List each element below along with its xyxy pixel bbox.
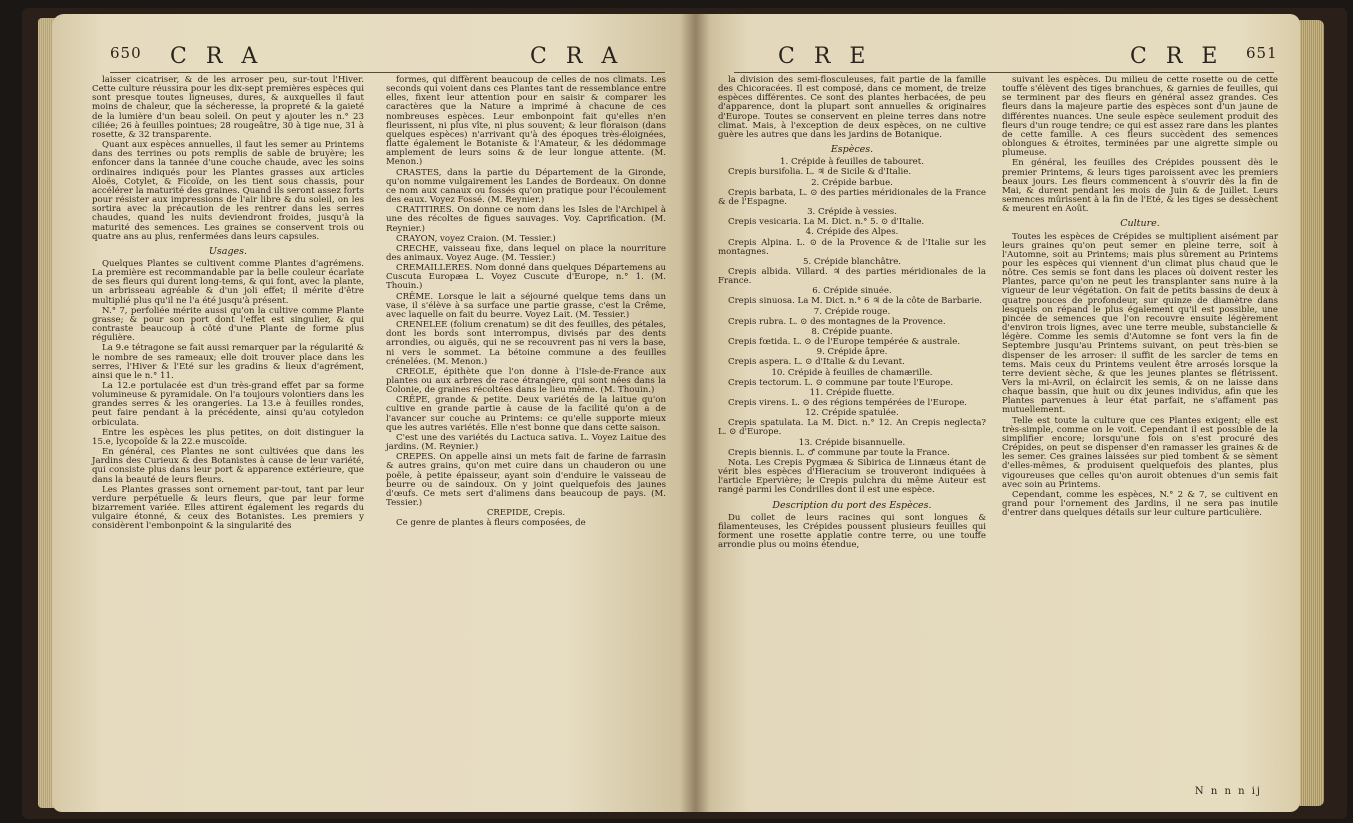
paragraph: formes, qui diffèrent beaucoup de celles de nos climats. Les seconds qui voient dans ces Plantes tant de ressemblance entre elles, fixent leur attention pour en saisir & comparer les caractères que la Nature a imprimé à chacune de ces nombreuses espèces. Leur embonpoint fait qu'elles n'en fleurissent, ni plus vîte, ni plus souvent; & leur floraison (dans quelques espèces) n'arrivant qu'à des époques très-éloignées, flatte également le Botaniste & l'Amateur, & les dédommage amplement de leurs soins & de leur longue attente. (M. Menon.) [386,75,666,168]
paragraph: Du collet de leurs racines qui sont longues & filamenteuses, les Crépides poussent plusieurs feuilles qui forment une rosette applatie contre terre, ou une touffe arrondie plus ou moins étendue, [718,512,986,551]
page-edges-right [1296,20,1324,806]
paragraph: 8. Crépide puante. [811,326,893,337]
left-page [52,14,694,812]
paragraph: CRAYON, voyez Craion. (M. Tessier.) [396,233,556,244]
right-page [694,14,1300,812]
paragraph: Quelques Plantes se cultivent comme Plantes d'agrémens. La première est recommandable par la belle couleur écarlate de ses fleurs qui durent long-tems, & qui font, avec la plante, un arbrisseau agréable & d'un joli effet; il mérite d'être multiplié plus qu'il ne l'a été jusqu'à présent. [92,258,364,306]
left-column-1 [92,76,364,533]
paragraph: CRASTES, dans la partie du Département de la Gironde, qu'on nomme vulgairement les Landes de Bordeaux. On donne ce nom aux canaux ou fossés qu'on pratique pour l'écoulement des eaux. Voyez Fossé. (M. Reynier.) [386,167,666,206]
paragraph: la division des semi-flosculeuses, fait partie de la famille des Chicoracées. Il est composé, dans ce moment, de treize espèces différentes. Ce sont des plantes herbacées, de peu d'apparence, dont la plupart sont annuelles & originaires d'Europe. Toutes se conservent en pleine terres dans notre climat. Mais, à l'exception de deux espèces, on ne cultive guère les autres que dans les jardins de Botanique. [718,75,986,140]
right-column-2 [1002,76,1278,519]
paragraph: 9. Crépide âpre. [816,347,888,358]
paragraph: Crepis vesicaria. La M. Dict. n.° 5. ⊙ d'Italie. [728,217,925,228]
paragraph: Crepis biennis. L. ♂ commune par toute la France. [728,447,950,458]
paragraph: 4. Crépide des Alpes. [805,227,899,238]
paragraph: 3. Crépide à vessies. [807,207,897,218]
paragraph: CRÊPE, grande & petite. Deux variétés de la laitue qu'on cultive en grande partie à cause de la facilité qu'on a de l'avancer sur couche au Printems: ce qu'elle supporte mieux que les autres variétés. Elle n'est bonne que dans cette saison. [386,395,666,433]
paragraph: 10. Crépide à feuilles de chamærille. [771,367,933,378]
paragraph: Crepis spatulata. La M. Dict. n.° 12. An Crepis neglecta? L. ⊙ d'Europe. [718,418,986,438]
paragraph: Crepis barbata, L. ⊙ des parties méridionales de la France & de l'Espagne. [718,187,986,207]
paragraph: CREPES. On appelle ainsi un mets fait de farine de farrasin & autres grains, qu'on met cuire dans un chauderon ou une poële, à petite épaisseur, ayant soin d'enduire le vaisseau de beurre ou de saindoux. On y joint quelquefois des jaunes d'œufs. Ce mets sert d'alimens dans beaucoup de pays. (M. Tessier.) [386,452,666,509]
paragraph: CRATITIRES. On donne ce nom dans les Isles de l'Archipel à une des récoltes de figues sauvages. Voy. Caprification. (M. Reynier.) [386,205,666,234]
gutter-shadow [680,14,710,812]
right-header-rule [734,72,1274,73]
paragraph: Telle est toute la culture que ces Plantes exigent; elle est très-simple, comme on le voit. Cependant il est possible de la simplifier encore; lorsqu'une fois on s'est procuré des Crépides, on peut se dispenser d'en ramasser les graines & de les semer. Ces graines laissées sur pied tombent & se sèment d'elles-mêmes, & produisent quelquefois des plantes, plus vigoureuses que celles qu'on auroit obtenues d'un semis fait avec soin au Printems. [1002,415,1278,490]
paragraph: CRÊME. Lorsque le lait a séjourné quelque tems dans un vase, il s'élève à sa surface une partie grasse, c'est la Crême, avec laquelle on fait du beurre. Voyez Lait. (M. Tessier.) [386,291,666,320]
paragraph: Quant aux espèces annuelles, il faut les semer au Printems dans des terrines ou pots remplis de sable de bruyère; les enfoncer dans la tannée d'une couche chaude, avec les soins ordinaires indiqués pour les Plantes grasses aux articles Aloës, Cotylet, & Ficoïde, on les tient sous chassis, pour accélérer la maturité des graines. Quand ils seront assez forts pour résister aux impressions de l'air libre & du soleil, on les sortira avec la précaution de les rentrer dans les serres chaudes, quand les nuits deviendront froides, jusqu'à la maturité des semences. Les graines se conservent trois ou quatre ans au plus, renfermées dans leurs capsules. [92,140,364,242]
left-header-right: C R A [530,44,624,69]
left-page-number: 650 [110,44,142,62]
paragraph: 11. Crépide fluette. [809,387,895,398]
section-heading: Espèces. [830,144,874,156]
section-heading: Description du port des Espèces. [772,499,932,511]
right-header-left: C R E [778,44,872,69]
paragraph: La 9.e tétragone se fait aussi remarquer par la régularité & le nombre de ses rameaux; elle doit trouver place dans les serres, l'Hiver & l'Eté sur les gradins & lieux d'agrément, ainsi que le n.° 11. [92,343,364,381]
paragraph: CREMAILLERES. Nom donné dans quelques Départemens au Cuscuta Europæa L. Voyez Cuscute d'Europe, n.° 1. (M. Thouin.) [386,263,666,292]
right-header-right: C R E [1130,44,1224,69]
paragraph: Crepis albida. Villard. ♃ des parties méridionales de la France. [718,266,986,287]
paragraph: Crepis sinuosa. La M. Dict. n.° 6 ♃ de la côte de Barbarie. [728,296,983,307]
paragraph: 1. Crépide à feuilles de tabouret. [780,157,924,168]
left-header-left: C R A [170,44,264,69]
paragraph: Crepis virens. L. ⊙ des régions tempérées de l'Europe. [728,398,968,408]
paragraph: En général, les feuilles des Crépides poussent dès le premier Printems, & leurs tiges paroissent avec les premiers beaux jours. Les fleurs commencent à s'ouvrir dès la fin de Mai, & durent pendant les mois de Juin & de Juillet. Leurs semences mûrissent à la fin de l'Eté, & les tiges se dessèchent & meurent en Août. [1002,158,1278,215]
signature-mark: N n n n ij [1194,786,1262,797]
paragraph: 12. Crépide spatulée. [805,408,899,419]
paragraph: Crepis fœtida. L. ⊙ de l'Europe tempérée & australe. [728,337,961,348]
paragraph: Crepis Alpina. L. ⊙ de la Provence & de l'Italie sur les montagnes. [718,237,986,257]
right-page-number: 651 [1246,44,1278,62]
paragraph: CREOLE, épithète que l'on donne à l'Isle-de-France aux plantes ou aux arbres de race étrangère, qui sont nées dans la Colonie, de graines récoltées dans le lieu même. (M. Thouin.) [386,366,666,396]
paragraph: CRECHE, vaisseau fixe, dans lequel on place la nourriture des animaux. Voyez Auge. (M. Tessier.) [386,243,666,263]
paragraph: CREPIDE, Crepis. [486,508,566,519]
section-heading: Culture. [1120,218,1160,230]
paragraph: La 12.e portulacée est d'un très-grand effet par sa forme volumineuse & pyramidale. On l'a toujours volontiers dans les grandes serres & les orangeries. La 13.e à feuilles rondes, peut faire pendant à la précédente, ainsi qu'au cotyledon orbiculata. [92,381,364,428]
paragraph: N.° 7, perfoliée mérite aussi qu'on la cultive comme Plante grasse; & pour son port dont l'effet est singulier, & qui contraste beaucoup à côté d'une Plante de forme plus régulière. [92,305,364,344]
right-column-1 [718,76,986,551]
paragraph: Toutes les espèces de Crépides se multiplient aisément par leurs graines qu'on peut semer en pleine terre, soit à l'Automne, soit au Printems; mais plus sûrement au Printems pour les espèces qui viennent d'un climat plus chaud que le nôtre. Ces semis se font dans les places où doivent rester les Plantes, parce qu'on ne peut les transplanter sans nuire à la vigueur de leur végétation. On fait de petits bassins de deux à quatre pouces de profondeur, sur quinze de diamètre dans lesquels on répand le plus également qu'il est possible, une pincée de semences que l'on recouvre ensuite légèrement d'environ trois lignes, avec une terre meuble, substancielle & légère. Comme les semis d'Automne se font vers la fin de Septembre jusqu'au Printems suivant, on peut très-bien se dispenser de les arroser: il suffit de les sarcler de tems en tems. Mais ceux du Printems veulent être arrosés lorsque la terre devient sèche, & que les jeunes plantes se flétrissent. Vers la mi-Avril, on éclaircit les semis, & on ne laisse dans chaque bassin, que huit ou dix jeunes individus, afin que les Plantes parvenues à leur état parfait, ne s'affament pas mutuellement. [1002,231,1278,416]
paragraph: Nota. Les Crepis Pygmæa & Sibirica de Linnæus étant de vérit bles espèces d'Hieracium se trouveront indiquées à l'article Epervière; le Crepis pulchra du même Auteur est rangé parmi les Condrilles dont il est une espèce. [718,457,986,496]
paragraph: 5. Crépide blanchâtre. [802,256,902,267]
paragraph: 7. Crépide rouge. [813,306,891,317]
paragraph: Cependant, comme les espèces, N.° 2 & 7, se cultivent en grand pour l'ornement des Jardins, il ne sera pas inutile d'entrer dans quelques détails sur leur culture particulière. [1002,489,1278,519]
paragraph: Crepis aspera. L. ⊙ d'Italie & du Levant. [728,357,905,368]
paragraph: C'est une des variétés du Lactuca sativa. L. Voyez Laitue des jardins. (M. Reynier.) [386,432,666,453]
section-heading: Usages. [208,245,248,257]
paragraph: CRENELEE (folium crenatum) se dit des feuilles, des pétales, dont les bords sont interrompus, divisés par des dents arrondies, ou aiguës, qui ne se recouvrent pas ni vers la base, ni vers le sommet. La bétoine commune a des feuilles crénelées. (M. Menon.) [386,320,666,367]
paragraph: Les Plantes grasses sont ornement par-tout, tant par leur verdure perpétuelle & leurs fleurs, que par leur forme bizarrement variée. Elles attirent également les regards du vulgaire étonné, & ceux des Botanistes. Les premiers y considèrent l'embonpoint & la singularité des [92,484,364,532]
paragraph: Crepis tectorum. L. ⊙ commune par toute l'Europe. [728,377,954,388]
paragraph: Entre les espèces les plus petites, on doit distinguer la 15.e, lycopoïde & la 22.e muscoïde. [92,427,364,447]
paragraph: Crepis bursifolia. L. ♃ de Sicile & d'Italie. [728,167,912,178]
paragraph: En général, ces Plantes ne sont cultivées que dans les Jardins des Curieux & des Botanistes à cause de leur variété, qui consiste plus dans leur port & apparence extérieure, que dans la beauté de leurs fleurs. [92,447,364,485]
left-header-rule [110,72,665,73]
paragraph: 2. Crépide barbue. [811,177,893,188]
left-column-2 [386,76,666,530]
paragraph: 6. Crépide sinuée. [812,286,892,297]
paragraph: suivant les espèces. Du milieu de cette rosette ou de cette touffe s'élèvent des tiges branchues, & garnies de feuilles, qui se terminent par des fleurs en général assez grandes. Ces fleurs dans la majeure partie des espèces sont d'un jaune de différentes nuances. Une seule espèce seulement produit des fleurs d'un rouge tendre; ce qui est assez rare dans les plantes de cette famille. A ces fleurs succèdent des semences oblongues & étroites, terminées par une aigrette simple ou plumeuse. [1002,75,1278,159]
paragraph: Crepis rubra. L. ⊙ des montagnes de la Provence. [728,316,946,327]
paragraph: Ce genre de plantes à fleurs composées, de [396,518,586,529]
paragraph: 13. Crépide bisannuelle. [798,437,906,448]
paragraph: laisser cicatriser, & de les arroser peu, sur-tout l'Hiver. Cette culture réussira pour les dix-sept premières espèces qui sont presque toutes ligneuses, dures, & auxquelles il faut moins de chaleur, que la sécheresse, la propreté & la gaieté de la lumière d'un beau soleil. On peut y ajouter les n.° 23 ciliée; 26 à feuilles pointues; 28 rougeâtre, 30 à tige nue, 31 à rosette, & 32 transparente. [92,75,364,140]
